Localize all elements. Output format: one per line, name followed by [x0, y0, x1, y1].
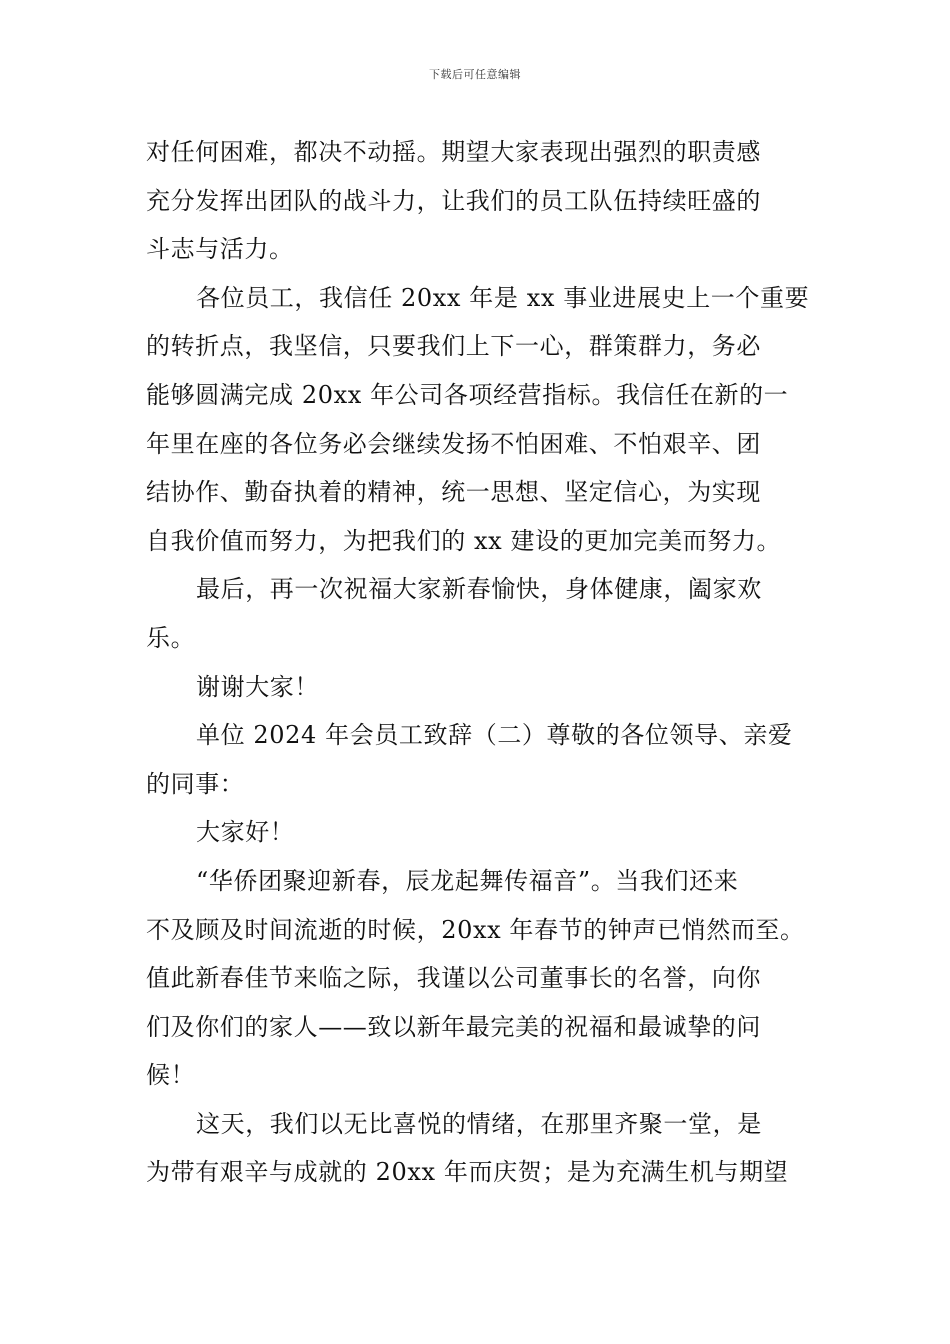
text-line: “华侨团聚迎新春，辰龙起舞传福音”。当我们还来	[196, 866, 739, 895]
text-line: 不及顾及时间流逝的时候，20xx 年春节的钟声已悄然而至。	[146, 915, 805, 944]
text-line: 各位员工，我信任 20xx 年是 xx 事业进展史上一个重要	[196, 283, 810, 312]
text-line: 的转折点，我坚信，只要我们上下一心，群策群力，务必	[146, 332, 761, 361]
text-line: 对任何困难，都决不动摇。期望大家表现出强烈的职责感	[146, 138, 761, 166]
text-line: 年里在座的各位务必会继续发扬不怕困难、不怕艰辛、团	[146, 429, 761, 458]
document-body	[146, 128, 836, 1197]
text-line: 大家好！	[196, 818, 295, 847]
text-line: 的同事：	[146, 769, 245, 798]
text-line: 这天，我们以无比喜悦的情绪，在那里齐聚一堂，是	[196, 1109, 762, 1138]
text-line: 结协作、勤奋执着的精神，统一思想、坚定信心，为实现	[146, 478, 761, 507]
text-line: 斗志与活力。	[146, 235, 294, 264]
text-line: 充分发挥出团队的战斗力，让我们的员工队伍持续旺盛的	[146, 186, 761, 215]
text-line: 谢谢大家！	[196, 672, 319, 701]
text-line: 自我价值而努力，为把我们的 xx 建设的更加完美而努力。	[146, 526, 782, 555]
text-line: 单位 2024 年会员工致辞（二）尊敬的各位领导、亲爱	[196, 721, 793, 750]
text-line: 乐。	[146, 623, 196, 652]
page-header-note: 下载后可任意编辑	[429, 68, 521, 81]
text-line: 最后，再一次祝福大家新春愉快，身体健康，阖家欢	[196, 575, 762, 604]
text-line: 为带有艰辛与成就的 20xx 年而庆贺；是为充满生机与期望	[146, 1158, 789, 1187]
text-line: 们及你们的家人——致以新年最完美的祝福和最诚挚的问	[146, 1012, 761, 1041]
text-line: 能够圆满完成 20xx 年公司各项经营指标。我信任在新的一	[146, 380, 789, 409]
text-line: 候！	[146, 1061, 196, 1090]
text-line: 值此新春佳节来临之际，我谨以公司董事长的名誉，向你	[146, 964, 761, 993]
